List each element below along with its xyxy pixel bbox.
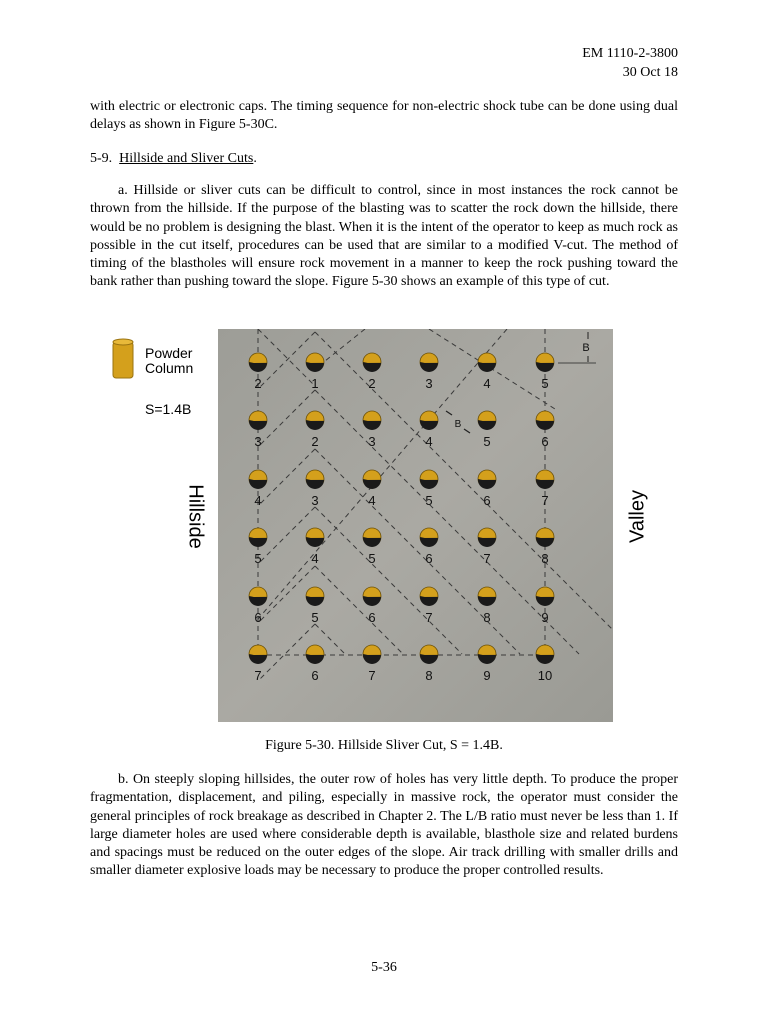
paragraph-a: a. Hillside or sliver cuts can be difficult to control, since in most instances the rock cannot be thrown from the hillside. If the purpose of the blasting was to scatter the rock down the hillside, there would be no problem is designing the blast. When it is the intent of the operator to keep as much rock as possible in the cut itself, procedures can be used that are similar to a modified V-cut. The method of timing of the blastholes will ensure rock movement in a manner to keep the rock pushing toward the bank rather than pushing toward the slope. Figure 5-30 shows an example of this type of cut. xyxy=(90,183,678,290)
burden-label: B xyxy=(454,419,462,430)
hole-delay-label: 8 xyxy=(541,551,549,566)
hole-delay-label: 6 xyxy=(541,434,549,449)
page-header xyxy=(582,44,678,82)
hillside-label: Hillside xyxy=(184,484,207,549)
hole-delay-label: 10 xyxy=(537,668,553,683)
hole-delay-label: 2 xyxy=(368,376,376,391)
document-id: EM 1110-2-3800 xyxy=(582,46,678,61)
section-title: Hillside and Sliver Cuts xyxy=(119,151,254,166)
hole-delay-label: 5 xyxy=(254,551,262,566)
hole-delay-label: 7 xyxy=(254,668,262,683)
section-title-end: . xyxy=(253,151,257,166)
hole-delay-label: 6 xyxy=(368,610,376,625)
hole-delay-label: 4 xyxy=(425,434,433,449)
hole-delay-label: 4 xyxy=(483,376,491,391)
hole-delay-label: 3 xyxy=(254,434,262,449)
hole-delay-label: 7 xyxy=(368,668,376,683)
hole-delay-label: 6 xyxy=(425,551,433,566)
hole-delay-label: 3 xyxy=(311,493,319,508)
hole-delay-label: 6 xyxy=(311,668,319,683)
powder-column-icon xyxy=(112,338,134,380)
hole-delay-label: 6 xyxy=(254,610,262,625)
hole-delay-label: 7 xyxy=(541,493,549,508)
hole-delay-label: 5 xyxy=(541,376,549,391)
hole-delay-label: 4 xyxy=(254,493,262,508)
hole-delay-label: 5 xyxy=(311,610,319,625)
page-number: 5-36 xyxy=(371,960,397,975)
hole-delay-label: 1 xyxy=(311,376,319,391)
hole-delay-label: 2 xyxy=(311,434,319,449)
hole-delay-label: 3 xyxy=(368,434,376,449)
hole-delay-label: 9 xyxy=(483,668,491,683)
hole-delay-label: 9 xyxy=(541,610,549,625)
valley-label: Valley xyxy=(626,490,649,543)
hole-delay-label: 2 xyxy=(254,376,262,391)
rock-surface xyxy=(218,329,613,722)
paragraph-b: b. On steeply sloping hillsides, the outer row of holes has very little depth. To produce the proper fragmentation, displacement, and piling, especially in massive rock, the operator must consider the general principles of rock breakage as described in Chapter 2. The L/B ratio must never be less than 1. If large diameter holes are used where considerable depth is available, blasthole size and related burdens and spacings must be reduced on the outer edges of the slope. Air track drilling with smaller drills and smaller diameter explosive loads may be necessary to produce the proper controlled results. xyxy=(90,772,678,879)
hole-delay-label: 5 xyxy=(425,493,433,508)
spacing-label: S=1.4B xyxy=(145,401,192,417)
hole-delay-label: 6 xyxy=(483,493,491,508)
hole-delay-label: 5 xyxy=(368,551,376,566)
hole-delay-label: 8 xyxy=(483,610,491,625)
burden-label-top: B xyxy=(582,342,590,354)
legend-label xyxy=(145,346,193,376)
hole-delay-label: 4 xyxy=(311,551,319,566)
document-date: 30 Oct 18 xyxy=(622,65,678,80)
hole-delay-label: 8 xyxy=(425,668,433,683)
blast-pattern-figure xyxy=(218,329,613,722)
section-number: 5-9. xyxy=(90,151,113,166)
hole-delay-label: 5 xyxy=(483,434,491,449)
hole-delay-label: 3 xyxy=(425,376,433,391)
intro-paragraph: with electric or electronic caps. The timing sequence for non-electric shock tube can be done using dual delays as shown in Figure 5-30C. xyxy=(90,99,678,133)
legend-label-line1: Powder xyxy=(145,345,193,361)
hole-delay-label: 7 xyxy=(425,610,433,625)
hole-delay-label: 7 xyxy=(483,551,491,566)
hole-delay-label: 4 xyxy=(368,493,376,508)
legend-label-line2: Column xyxy=(145,360,194,376)
section-heading xyxy=(90,150,678,168)
figure-caption: Figure 5-30. Hillside Sliver Cut, S = 1.4B. xyxy=(265,738,503,753)
